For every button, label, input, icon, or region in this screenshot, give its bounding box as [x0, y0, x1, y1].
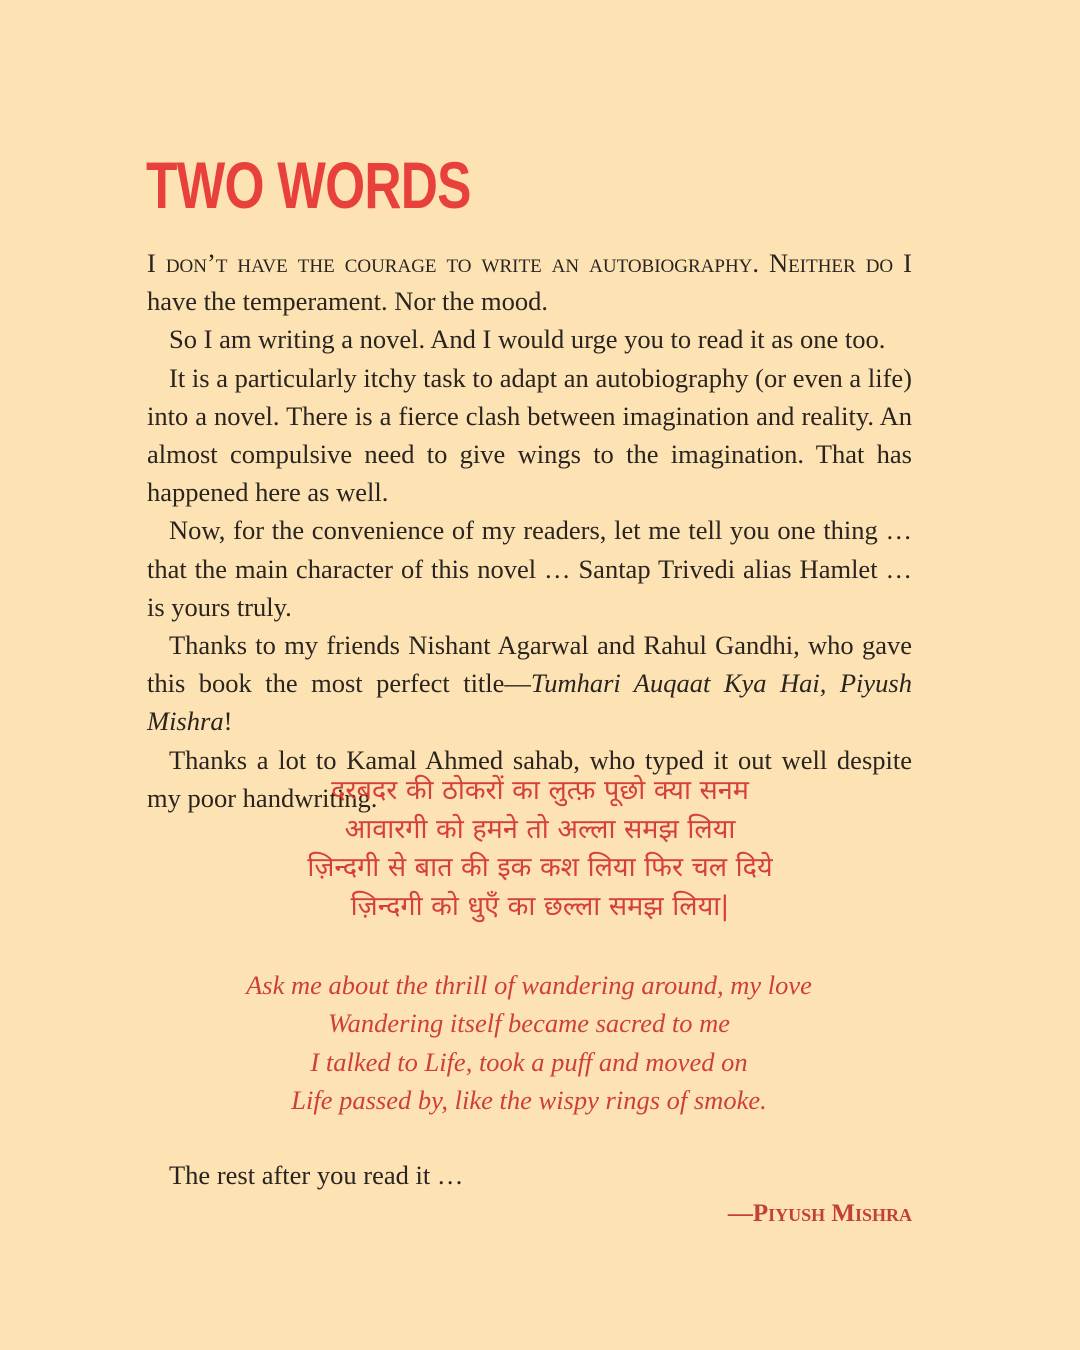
paragraph: Thanks a lot to Kamal Ahmed sahab, who typed it out well despite my poor handwriting. — [147, 744, 912, 813]
poem-line: ज़िन्दगी को धुएँ का छल्ला समझ लिया| — [350, 890, 730, 922]
hindi-poem — [0, 772, 1080, 926]
poem-line: दरबदर की ठोकरों का लुत्फ़ पूछो क्या सनम — [331, 775, 749, 806]
body-text — [147, 244, 912, 817]
poem-line: Wandering itself became sacred to me — [327, 1008, 731, 1039]
paragraph: So I am writing a novel. And I would urge you to read it as one too. — [169, 324, 886, 355]
closing-line: The rest after you read it … — [169, 1160, 464, 1190]
book-title: Tumhari Auqaat Kya Hai, Piyush Mishra — [147, 668, 912, 737]
intro-rest: I have the temperament. Nor the mood. — [147, 248, 912, 317]
thanks-text: Thanks to my friends Nishant Agarwal and Rahul Gandhi, who gave this book the most perfect title— — [147, 630, 912, 699]
poem-line: Ask me about the thrill of wandering around, my love — [246, 970, 812, 1000]
intro-paragraph — [147, 244, 912, 320]
paragraph: Now, for the convenience of my readers, let me tell you one thing … that the main character of this novel … Santap Trivedi alias Hamlet … is yours truly. — [147, 515, 912, 622]
thanks-end: ! — [223, 706, 233, 737]
poem-line: I talked to Life, took a puff and moved on — [310, 1046, 748, 1077]
english-poem — [0, 966, 1058, 1119]
page-title: TWO WORDS — [146, 148, 471, 223]
signature: —Piyush Mishra — [727, 1200, 912, 1227]
paragraph: It is a particularly itchy task to adapt an autobiography (or even a life) into a novel. There is a fierce clash between imagination and reality. An almost compulsive need to give wings to the imagination. That has happened here as well. — [147, 362, 912, 508]
thanks-paragraph — [147, 626, 912, 741]
poem-line: Life passed by, like the wispy rings of smoke. — [291, 1084, 767, 1115]
intro-smallcaps: I don’t have the courage to write an autobiography. Neither do — [147, 248, 894, 278]
poem-line: ज़िन्दगी से बात की इक कश लिया फिर चल दिये — [307, 852, 773, 883]
poem-line: आवारगी को हमने तो अल्ला समझ लिया — [344, 813, 736, 845]
